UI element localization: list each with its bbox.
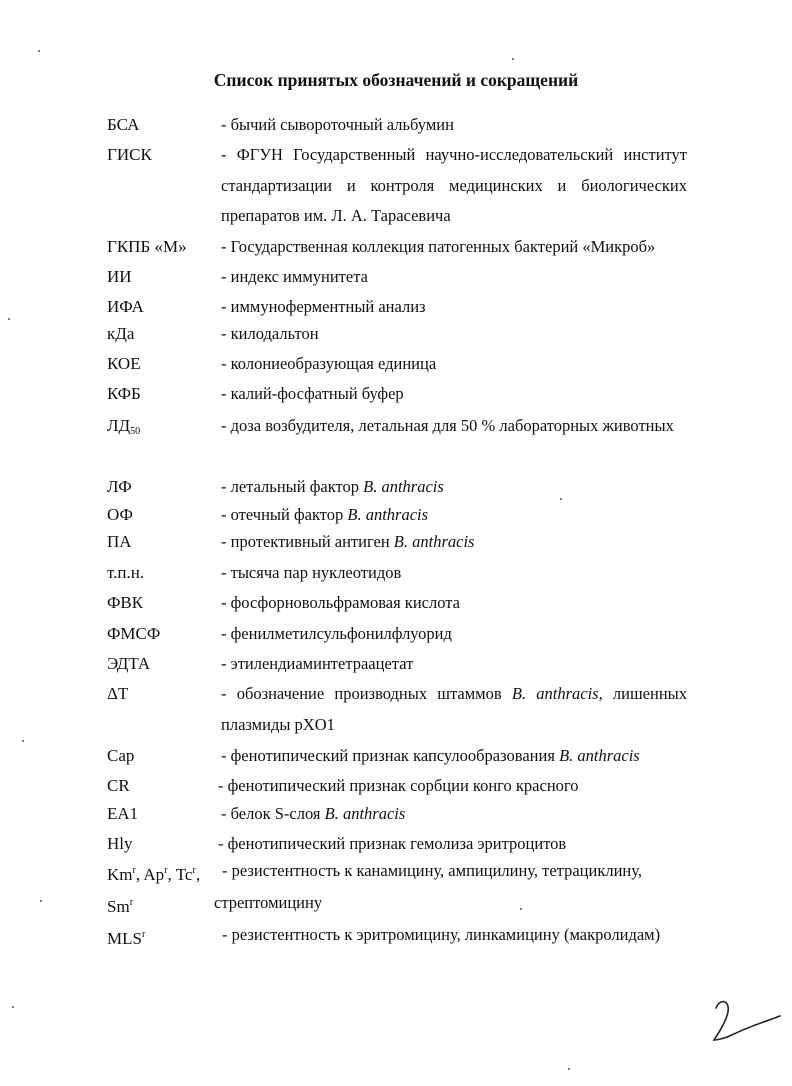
abbr-gisk: ГИСК xyxy=(107,145,152,164)
abbr-ii: ИИ xyxy=(107,267,132,286)
abbr-kda: кДа xyxy=(107,324,135,343)
scan-speck xyxy=(40,900,42,902)
scan-speck xyxy=(12,1006,14,1008)
def-sm-cont: стрептомицину xyxy=(214,893,323,912)
scan-speck xyxy=(8,318,10,320)
abbr-pa: ПА xyxy=(107,532,132,551)
def-gisk: - ФГУН Государственный научно-исследовательский институт стандартизации и контроля медицинских и биологических препаратов им. Л. А. Тарасевича xyxy=(221,145,687,225)
def-km-ap-tc: - резистентность к канамицину, ампицилину, тетрациклину, xyxy=(222,861,642,880)
def-ld50: - доза возбудителя, летальная для 50 % лабораторных животных xyxy=(221,416,674,435)
abbr-cr: CR xyxy=(107,776,130,795)
scan-speck xyxy=(520,908,522,910)
def-cap-species: B. anthracis xyxy=(559,746,640,765)
def-pa-species: B. anthracis xyxy=(393,532,475,551)
def-ii: - индекс иммунитета xyxy=(221,267,368,286)
scan-speck xyxy=(38,50,40,52)
def-delta-t-species: B. anthracis xyxy=(511,684,599,703)
def-delta-t-pre: - обозначение производных штаммов xyxy=(221,684,502,703)
def-of-species: B. anthracis xyxy=(347,505,429,524)
def-koe: - колониеобразующая единица xyxy=(221,354,437,373)
def-of xyxy=(221,500,687,531)
def-bsa: - бычий сывороточный альбумин xyxy=(221,115,454,134)
abbr-hly: Hly xyxy=(107,834,133,853)
def-cr: - фенотипический признак сорбции конго красного xyxy=(218,776,579,795)
handwritten-stroke xyxy=(714,1002,780,1040)
def-gkpb: - Государственная коллекция патогенных бактерий «Микроб» xyxy=(221,237,656,256)
abbr-edta: ЭДТА xyxy=(107,654,151,673)
abbr-gkpb: ГКПБ «М» xyxy=(107,237,187,256)
abbr-ifa: ИФА xyxy=(107,297,144,316)
abbr-ld50 xyxy=(107,411,140,447)
abbr-lf: ЛФ xyxy=(107,477,132,496)
def-lf xyxy=(221,472,687,503)
scan-speck xyxy=(560,498,562,500)
def-delta-t xyxy=(221,679,687,740)
def-mls: - резистентность к эритромицину, линкамицину (макролидам) xyxy=(222,925,661,944)
abbr-kfb: КФБ xyxy=(107,384,141,403)
abbr-tpn: т.п.н. xyxy=(107,563,145,582)
abbr-mls: MLS$^r$ xyxy=(107,929,146,948)
def-tpn: - тысяча пар нуклеотидов xyxy=(221,563,402,582)
def-ifa: - иммуноферментный анализ xyxy=(221,297,426,316)
abbr-sm: Sm$^r$ xyxy=(107,897,134,916)
abbr-of: ОФ xyxy=(107,505,133,524)
def-pa xyxy=(221,527,687,558)
handwritten-page-number xyxy=(706,994,786,1049)
def-cap xyxy=(221,741,701,772)
abbr-delta-t: ΔT xyxy=(107,684,129,703)
def-cap-text: - фенотипический признак капсулообразования xyxy=(221,746,555,765)
abbr-ld50-text: ЛД xyxy=(107,416,131,435)
def-fvk: - фосфорновольфрамовая кислота xyxy=(221,593,460,612)
abbr-fvk: ФВК xyxy=(107,593,144,612)
def-ea1-species: B. anthracis xyxy=(324,804,406,823)
abbr-fmsf: ФМСФ xyxy=(107,624,161,643)
def-kfb: - калий-фосфатный буфер xyxy=(221,384,404,403)
page-title: Список принятых обозначений и сокращений xyxy=(213,70,579,90)
abbr-ea1: EA1 xyxy=(107,804,139,823)
def-edta: - этилендиаминтетраацетат xyxy=(221,654,414,673)
abbr-km-ap-tc: Km$^r$, Ap$^r$, Tc$^r$, xyxy=(107,865,201,884)
scan-speck xyxy=(568,1068,570,1070)
def-kda: - килодальтон xyxy=(221,324,319,343)
abbr-koe: КОЕ xyxy=(107,354,141,373)
def-pa-text: - протективный антиген xyxy=(221,532,390,551)
def-of-text: - отечный фактор xyxy=(221,505,344,524)
def-ea1-text: - белок S-слоя xyxy=(221,804,321,823)
def-delta-t-post: , лишенных плазмиды pXO1 xyxy=(221,684,688,734)
def-fmsf: - фенилметилсульфонилфлуорид xyxy=(221,624,452,643)
abbr-bsa: БСА xyxy=(107,115,140,134)
def-hly: - фенотипический признак гемолиза эритроцитов xyxy=(218,834,567,853)
abbr-ld50-sub: 50 xyxy=(130,426,141,437)
scan-speck xyxy=(22,740,24,742)
def-ea1 xyxy=(221,799,687,830)
abbr-cap: Cap xyxy=(107,746,135,765)
def-lf-text: - летальный фактор xyxy=(221,477,359,496)
scan-speck xyxy=(512,58,514,60)
def-lf-species: B. anthracis xyxy=(363,477,444,496)
